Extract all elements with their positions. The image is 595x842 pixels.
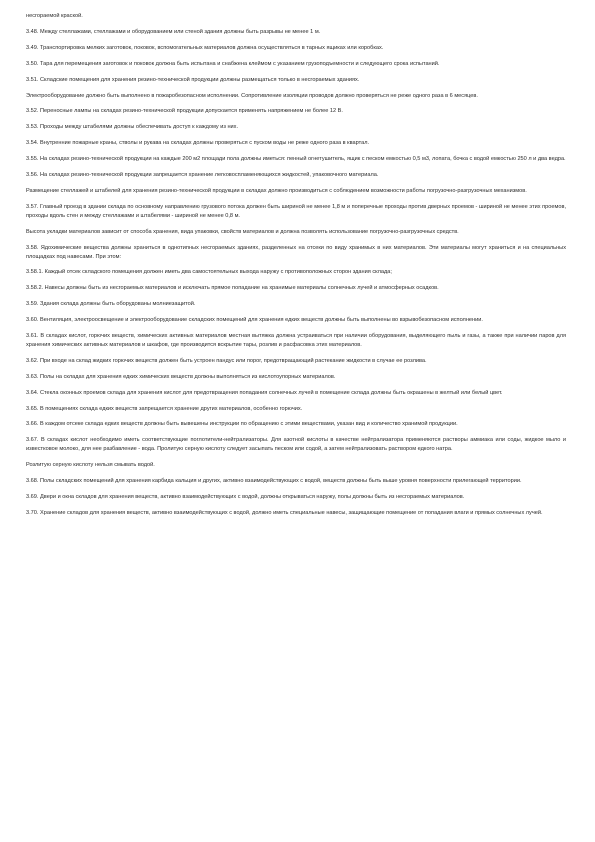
paragraph: 3.64. Стекла оконных проемов склада для хранения кислот для предотвращения попадания солнечных лучей в помещение склада должны быть окрашены в желтый или белый цвет. [26, 389, 503, 396]
paragraph: 3.51. Складские помещения для хранения резино-технической продукции должны размещаться только в несгораемых зданиях. [26, 76, 360, 83]
paragraph: 3.56. На складах резино-технической продукции запрещается хранение легковоспламеняющихся жидкостей, упаковочного материала. [26, 172, 379, 179]
paragraph: 3.49. Транспортировка мелких заготовок, поковок, вспомогательных материалов должна осуществляться в тарных ящиках или коробках. [26, 44, 384, 51]
paragraph: 3.57. Главный проезд в здании склада по основному направлению грузового потока должен быть шириной не менее 1,8 м и поперечные проходы против дверных проемов - шириной не менее этих проемов, проходы вдоль стен и между стеллажами и штабелями - шириной не менее 0,8 м. [26, 203, 566, 219]
paragraph: 3.50. Тара для перемещения заготовок и поковок должна быть испытана и снабжена клеймом с указанием грузоподъемности и следующего срока испытаний. [26, 60, 440, 67]
paragraph: 3.63. Полы на складах для хранения едких химических веществ должны выполняться из кислотоупорных материалов. [26, 373, 336, 380]
paragraph: Размещение стеллажей и штабелей для хранения резино-технической продукции в складах должно производиться с соблюдением возможности работы погрузочно-разгрузочных механизмов. [26, 187, 527, 194]
paragraph: 3.52. Переносные лампы на складах резино-технической продукции допускается применять напряжением не более 12 В. [26, 108, 343, 115]
paragraph: 3.58.1. Каждый отсек складского помещения должен иметь два самостоятельных выхода наружу с противоположных сторон здания склада; [26, 269, 392, 276]
paragraph: 3.65. В помещениях склада едких веществ запрещается хранение других материалов, особенно горючих. [26, 405, 303, 412]
paragraph: 3.55. На складах резино-технической продукции на каждые 200 м2 площади пола должны иметься: пенный огнетушитель, ящик с песком емкостью 0,5 м3, лопата, бочка с водой емкостью 250 л и два ведра. [26, 156, 566, 163]
paragraph: 3.60. Вентиляция, электроосвещение и электрооборудование складских помещений для хранения едких веществ должны быть выполнены во взрывобезопасном исполнении. [26, 317, 483, 324]
paragraph: 3.62. При входе на склад жидких горючих веществ должен быть устроен пандус или порог, предотвращающий растекание жидкости в случае ее розлива. [26, 357, 427, 364]
paragraph: 3.58. Ядохимические вещества должны храниться в однотипных несгораемых зданиях, разделенных на отсеки по виду хранимых в них материалов. Эти материалы могут храниться и на специальных площадках под навесами. При этом: [26, 244, 566, 260]
paragraph: Электрооборудование должно быть выполнено в пожаробезопасном исполнении. Сопротивление изоляции проводов должно проверяться не реже одного раза в 6 месяцев. [26, 92, 478, 99]
paragraph: 3.53. Проходы между штабелями должны обеспечивать доступ к каждому из них. [26, 124, 239, 131]
paragraph: 3.66. В каждом отсеке склада едких веществ должны быть вывешены инструкции по обращению с этими веществами, указан вид и количество хранимой продукции. [26, 421, 458, 428]
paragraph: Высота укладки материалов зависит от способа хранения, вида упаковки, свойств материалов и должна позволять использование погрузочно-разгрузочных средств. [26, 228, 459, 235]
paragraph: Розлитую серную кислоту нельзя смывать водой. [26, 462, 155, 469]
paragraph: 3.59. Здания склада должны быть оборудованы молниезащитой. [26, 301, 196, 308]
paragraph: 3.58.2. Навесы должны быть из несгораемых материалов и исключать прямое попадание на хранимые материалы солнечных лучей и атмосферных осадков. [26, 285, 439, 292]
paragraph: 3.68. Полы складских помещений для хранения карбида кальция и других, активно взаимодействующих с водой, веществ должны быть выше уровня поверхности прилегающей территории. [26, 478, 522, 485]
paragraph: 3.69. Двери и окна складов для хранения веществ, активно взаимодействующих с водой, должны открываться наружу, полы должны быть из несгораемых материалов. [26, 494, 465, 500]
paragraph: 3.61. В складах кислот, горючих веществ, химических активных материалов местная вытяжка должна устраиваться при наличии оборудования, выделяющего пыль и газы, а также при наличии паров для хранения химических активных материалов и шкафов, где производится вскрытие тары, розлив и расфасовка этих материалов. [26, 333, 566, 348]
paragraph: 3.67. В складах кислот необходимо иметь соответствующие поглотители-нейтрализаторы. Для азотной кислоты в качестве нейтрализатора применяются растворы аммиака или соды, жидкое мыло и известковое молоко, для нее разбавление - вода. Пролитую серную кислоту следует засыпать песком или содой, а затем нейтрализовать раствором едкого натра. [26, 437, 566, 453]
document-body [26, 12, 566, 518]
paragraph: 3.70. Хранение складов для хранения веществ, активно взаимодействующих с водой, должно иметь специальные навесы, защищающие помещение от попадания влаги и прямых солнечных лучей. [26, 509, 543, 516]
paragraph: несгораемой краской. [26, 13, 83, 19]
paragraph: 3.48. Между стеллажами, стеллажами и оборудованием или стеной здания должны быть разрывы не менее 1 м. [26, 28, 321, 35]
paragraph: 3.54. Внутренние пожарные краны, стволы и рукава на складах должны проверяться с пуском воды не реже одного раза в квартал. [26, 140, 370, 147]
